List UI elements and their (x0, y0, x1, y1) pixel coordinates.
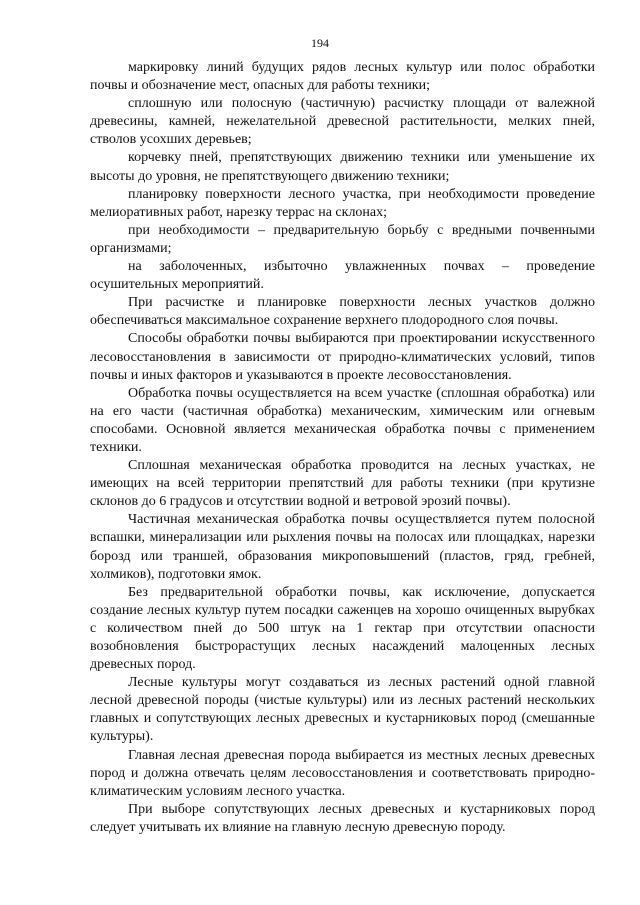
paragraph: на заболоченных, избыточно увлажненных почвах – проведение осушительных мероприятий. (90, 259, 595, 293)
paragraph: корчевку пней, препятствующих движению техники или уменьшение их высоты до уровня, не препятствующего движению техники; (90, 150, 595, 184)
paragraph: при необходимости – предварительную борьбу с вредными почвенными организмами; (90, 222, 595, 256)
page-number: 194 (311, 36, 329, 50)
paragraph: сплошную или полосную (частичную) расчистку площади от валежной древесины, камней, нежелательной древесной растительности, мелких пней, стволов усохших деревьев; (90, 96, 595, 148)
paragraph: Частичная механическая обработка почвы осуществляется путем полосной вспашки, минерализации или рыхления почвы на полосах или площадках, нарезки борозд или траншей, образования микроповышений (пластов, гряд, гребней, холмиков), подготовки ямок. (90, 512, 595, 582)
paragraph: Обработка почвы осуществляется на всем участке (сплошная обработка) или на его части (частичная обработка) механическим, химическим или огневым способами. Основной является механическая обработка почвы с применением техники. (90, 385, 595, 455)
paragraph: планировку поверхности лесного участка, при необходимости проведение мелиоративных работ, нарезку террас на склонах; (90, 186, 595, 220)
paragraph: Способы обработки почвы выбираются при проектировании искусственного лесовосстановления в зависимости от природно-климатических условий, типов почвы и иных факторов и указываются в проекте лесовосстановления. (90, 331, 595, 383)
paragraph: При выборе сопутствующих лесных древесных и кустарниковых пород следует учитывать их влияние на главную лесную древесную породу. (90, 801, 595, 835)
paragraph: маркировку линий будущих рядов лесных культур или полос обработки почвы и обозначение мест, опасных для работы техники; (90, 60, 595, 94)
paragraph: Без предварительной обработки почвы, как исключение, допускается создание лесных культур путем посадки саженцев на хорошо очищенных вырубках с количеством пней до 500 штук на 1 гектар при отсутствии опасности возобновления быстрорастущих лесных насаждений малоценных лесных древесных пород. (90, 584, 595, 673)
paragraph: При расчистке и планировке поверхности лесных участков должно обеспечиваться максимальное сохранение верхнего плодородного слоя почвы. (90, 295, 595, 329)
paragraph: Сплошная механическая обработка проводится на лесных участках, не имеющих на всей территории препятствий для работы техники (при крутизне склонов до 6 градусов и отсутствии водной и ветровой эрозий почвы). (90, 458, 595, 510)
paragraph: Главная лесная древесная порода выбирается из местных лесных древесных пород и должна отвечать целям лесовосстановления и соответствовать природно-климатическим условиям лесного участка. (90, 747, 595, 799)
document-body (90, 59, 595, 837)
paragraph: Лесные культуры могут создаваться из лесных растений одной главной лесной древесной породы (чистые культуры) или из лесных растений нескольких главных и сопутствующих лесных древесных и кустарниковых пород (смешанные культуры). (90, 675, 595, 745)
